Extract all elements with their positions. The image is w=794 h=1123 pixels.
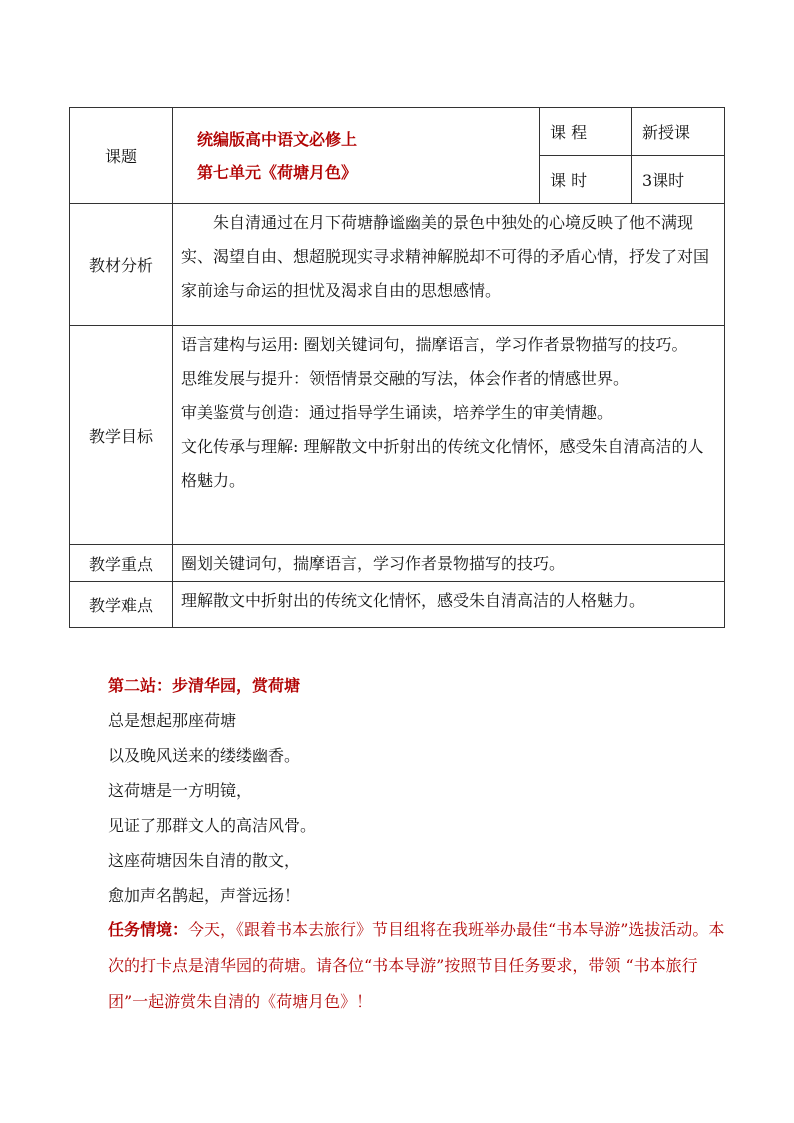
goal-thinking: 思维发展与提升：领悟情景交融的写法，体会作者的情感世界。: [181, 369, 630, 388]
goals-list: [173, 326, 725, 545]
poem-line: 以及晚风送来的缕缕幽香。: [108, 746, 301, 765]
topic-label: 课题: [70, 108, 173, 204]
goal-language: 语言建构与运用: 圈划关键词句，揣摩语言，学习作者景物描写的技巧。: [181, 335, 688, 354]
hours-label: 课 时: [540, 156, 632, 204]
course-value: 新授课: [632, 108, 725, 156]
poem-line: 总是想起那座荷塘: [108, 711, 237, 730]
difficulty-label: 教学难点: [70, 582, 173, 628]
goals-label: 教学目标: [70, 326, 173, 545]
station-heading: 第二站：步清华园，赏荷塘: [108, 676, 301, 695]
title-line-2: 第七单元《荷塘月色》: [197, 162, 358, 182]
key-text: 圈划关键词句，揣摩语言，学习作者景物描写的技巧。: [173, 545, 725, 582]
poem-line: 这荷塘是一方明镜，: [108, 781, 253, 800]
task-paragraph: [108, 912, 728, 1020]
hours-value: 3课时: [632, 156, 725, 204]
poem-line: 这座荷塘因朱自清的散文，: [108, 851, 301, 870]
analysis-label: 教材分析: [70, 204, 173, 326]
title-line-1: 统编版高中语文必修上: [197, 129, 358, 149]
analysis-text: 朱自清通过在月下荷塘静谧幽美的景色中独处的心境反映了他不满现实、渴望自由、想超脱现实寻求精神解脱却不可得的矛盾心情，抒发了对国家前途与命运的担忧及渴求自由的思想感情。: [181, 213, 710, 300]
poem-line: 愈加声名鹊起，声誉远扬！: [108, 886, 301, 905]
station-section: [108, 668, 728, 913]
course-label: 课 程: [540, 108, 632, 156]
lesson-title: [173, 108, 540, 204]
difficulty-text: 理解散文中折射出的传统文化情怀，感受朱自清高洁的人格魅力。: [181, 591, 646, 610]
poem-line: 见证了那群文人的高洁风骨。: [108, 816, 317, 835]
task-text: 今天，《跟着书本去旅行》节目组将在我班举办最佳“书本导游”选拔活动。本次的打卡点是清华园的荷塘。请各位“书本导游”按照节目任务要求，带领 “书本旅行团”一起游赏朱自清的《荷塘月色》！: [108, 920, 725, 1011]
task-label: 任务情境：: [108, 920, 189, 939]
lesson-plan-table: [69, 107, 725, 628]
goal-culture: 文化传承与理解: 理解散文中折射出的传统文化情怀，感受朱自清高洁的人格魅力。: [181, 437, 704, 490]
key-label: 教学重点: [70, 545, 173, 582]
goal-aesthetic: 审美鉴赏与创造：通过指导学生诵读，培养学生的审美情趣。: [181, 403, 614, 422]
